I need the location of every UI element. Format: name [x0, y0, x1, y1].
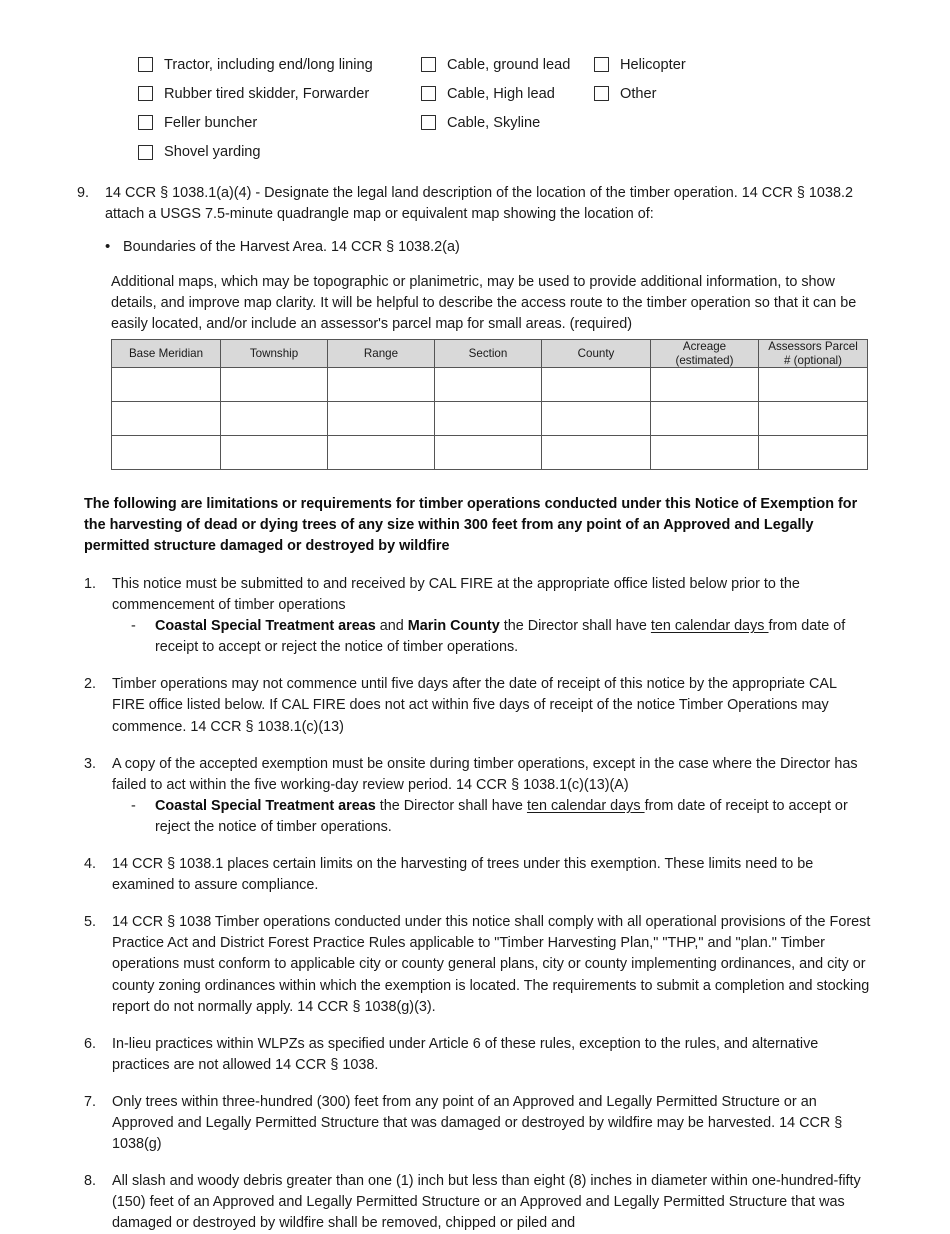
cell-base-meridian[interactable]	[112, 402, 221, 436]
limitation-3-sub-dash: -	[131, 797, 136, 814]
item-9-number: 9.	[77, 185, 90, 201]
checkbox-label-cable-skyline: Cable, Skyline	[447, 114, 541, 131]
limitation-2-text: Timber operations may not commence until five days after the date of receipt of this notice by the appropriate CAL FIRE office listed below. If CAL FIRE does not act within five days of receipt of the notice Timber Operations may commence. 14 CCR § 1038.1(c)(13)	[112, 676, 837, 735]
cell-township[interactable]	[221, 368, 328, 402]
limitation-1-sub-dash: -	[131, 618, 136, 635]
column-header-parcel-line2: # (optional)	[783, 353, 842, 367]
cell-assessors-parcel[interactable]	[759, 402, 868, 436]
cell-county[interactable]	[542, 436, 651, 470]
item-9-main-row	[77, 183, 872, 225]
checkbox-label-helicopter: Helicopter	[620, 56, 686, 73]
yarding-method-column-1	[138, 50, 408, 167]
checkbox-row-tractor[interactable]	[138, 50, 408, 79]
table-row	[112, 402, 868, 436]
limitation-4-text: 14 CCR § 1038.1 places certain limits on the harvesting of trees under this exemption. These limits need to be examined to assure compliance.	[112, 856, 814, 894]
checkbox-cable-high-lead[interactable]	[421, 86, 436, 101]
cell-township[interactable]	[221, 402, 328, 436]
cell-county[interactable]	[542, 368, 651, 402]
checkbox-label-cable-ground-lead: Cable, ground lead	[447, 56, 571, 73]
limitation-5-number: 5.	[84, 914, 97, 931]
checkbox-other[interactable]	[594, 86, 609, 101]
checkbox-label-cable-high-lead: Cable, High lead	[447, 85, 555, 102]
limitation-item-4	[84, 854, 872, 896]
limitation-item-2	[84, 674, 872, 737]
legal-land-description-table	[111, 339, 868, 470]
checkbox-tractor[interactable]	[138, 57, 153, 72]
checkbox-row-other[interactable]	[594, 79, 754, 108]
limitation-3-sub-tail: from date of receipt to accept or reject the notice of timber operations.	[155, 797, 848, 835]
cell-township[interactable]	[221, 436, 328, 470]
item-9-block	[77, 183, 872, 335]
limitation-1-subitem	[112, 616, 872, 658]
limitations-heading: The following are limitations or requirements for timber operations conducted under this Notice of Exemption for the harvesting of dead or dying trees of any size within 300 feet from any point of an Approved and Legally permitted structure damaged or destroyed by wildfire	[84, 496, 858, 555]
limitation-6-number: 6.	[84, 1035, 97, 1052]
cell-section[interactable]	[435, 436, 542, 470]
checkbox-helicopter[interactable]	[594, 57, 609, 72]
limitation-6-text: In-lieu practices within WLPZs as specified under Article 6 of these rules, exception to the rules, and alternative practices are not allowed 14 CCR § 1038.	[112, 1035, 819, 1073]
cell-assessors-parcel[interactable]	[759, 368, 868, 402]
column-header-assessors-parcel	[759, 340, 868, 368]
checkbox-row-cable-ground-lead[interactable]	[421, 50, 586, 79]
checkbox-row-shovel-yarding[interactable]	[138, 138, 408, 167]
limitation-3-subitem	[112, 796, 872, 838]
column-header-acreage	[651, 340, 759, 368]
checkbox-cable-ground-lead[interactable]	[421, 57, 436, 72]
item-9-bullet-row	[77, 237, 872, 258]
limitation-item-5	[84, 912, 872, 1017]
checkbox-row-cable-high-lead[interactable]	[421, 79, 586, 108]
limitation-3-number: 3.	[84, 755, 97, 772]
checkbox-label-tractor: Tractor, including end/long lining	[164, 56, 373, 73]
column-header-township: Township	[221, 340, 328, 368]
item-9-body-text: 14 CCR § 1038.1(a)(4) - Designate the legal land description of the location of the timber operation. 14 CCR § 1038.2 attach a USGS 7.5-minute quadrangle map or equivalent map showing the location of:	[105, 185, 853, 223]
limitation-item-1	[84, 574, 872, 658]
limitation-8-number: 8.	[84, 1173, 97, 1190]
table-header-row	[112, 340, 868, 368]
limitation-2-number: 2.	[84, 676, 97, 693]
table-row	[112, 368, 868, 402]
checkbox-cable-skyline[interactable]	[421, 115, 436, 130]
cell-range[interactable]	[328, 368, 435, 402]
limitation-1-sub-text	[155, 616, 872, 658]
limitation-3-body	[112, 754, 872, 838]
cell-range[interactable]	[328, 402, 435, 436]
cell-base-meridian[interactable]	[112, 436, 221, 470]
item-9-additional-maps-paragraph: Additional maps, which may be topographic or planimetric, may be used to provide additional information, to show details, and improve map clarity. It will be helpful to describe the access route to the timber operation so that it can be easily located, and/or include an assessor's parcel map for small areas. (required)	[111, 273, 857, 332]
bullet-dot-icon: •	[105, 238, 111, 256]
limitation-1-body	[112, 574, 872, 658]
limitation-3-text: A copy of the accepted exemption must be onsite during timber operations, except in the case where the Director has failed to act within the five working-day review period. 14 CCR § 1038.1(c)(13)(A)	[112, 755, 858, 793]
yarding-method-column-3	[594, 50, 754, 108]
limitation-item-7	[84, 1092, 872, 1155]
cell-section[interactable]	[435, 368, 542, 402]
checkbox-rubber-tired-skidder[interactable]	[138, 86, 153, 101]
limitation-3-sub-mid-1: the Director shall have	[375, 797, 527, 814]
cell-acreage[interactable]	[651, 436, 759, 470]
column-header-county: County	[542, 340, 651, 368]
yarding-method-column-2	[421, 50, 586, 138]
limitation-7-number: 7.	[84, 1093, 97, 1110]
limitations-list	[84, 574, 872, 1234]
checkbox-row-cable-skyline[interactable]	[421, 108, 586, 137]
checkbox-shovel-yarding[interactable]	[138, 145, 153, 160]
cell-county[interactable]	[542, 402, 651, 436]
limitation-item-3	[84, 754, 872, 838]
checkbox-row-feller-buncher[interactable]	[138, 108, 408, 137]
limitation-3-sub-text	[155, 796, 872, 838]
column-header-acreage-line2: (estimated)	[675, 353, 734, 367]
item-9-bullet-text: Boundaries of the Harvest Area. 14 CCR § 1038.2(a)	[123, 239, 460, 256]
column-header-base-meridian: Base Meridian	[112, 340, 221, 368]
limitation-1-sub-tail: from date of receipt to accept or reject the notice of timber operations.	[155, 618, 846, 656]
checkbox-feller-buncher[interactable]	[138, 115, 153, 130]
checkbox-label-feller-buncher: Feller buncher	[164, 114, 258, 131]
checkbox-row-rubber-tired-skidder[interactable]	[138, 79, 408, 108]
table-row	[112, 436, 868, 470]
cell-assessors-parcel[interactable]	[759, 436, 868, 470]
limitation-1-sub-mid-2: the Director shall have	[499, 618, 651, 635]
limitation-1-text: This notice must be submitted to and received by CAL FIRE at the appropriate office listed below prior to the commencement of timber operations	[112, 576, 800, 614]
column-header-range: Range	[328, 340, 435, 368]
checkbox-label-rubber-tired-skidder: Rubber tired skidder, Forwarder	[164, 85, 370, 102]
limitation-5-text: 14 CCR § 1038 Timber operations conducted under this notice shall comply with all operational provisions of the Forest Practice Act and District Forest Practice Rules applicable to "Timber Harvesting Plan," "THP," and "plan." Timber operations must conform to applicable city or county general plans, city or county implementing ordinances, and city or county zoning ordinances within which the exemption is located. The requirements to submit a completion and stocking report do not normally apply. 14 CCR § 1038(g)(3).	[112, 914, 871, 1015]
cell-section[interactable]	[435, 402, 542, 436]
cell-range[interactable]	[328, 436, 435, 470]
limitation-3-sub-bold-1: Coastal Special Treatment areas	[155, 797, 376, 814]
limitation-1-number: 1.	[84, 576, 97, 592]
limitation-2-body	[112, 674, 872, 737]
limitation-3-sub-underline: ten calendar days	[526, 797, 645, 814]
cell-acreage[interactable]	[651, 368, 759, 402]
limitation-4-number: 4.	[84, 856, 97, 873]
column-header-acreage-line1: Acreage	[682, 340, 727, 353]
column-header-parcel-line1: Assessors Parcel	[768, 340, 858, 353]
checkbox-row-helicopter[interactable]	[594, 50, 754, 79]
checkbox-label-other: Other	[620, 85, 657, 102]
limitation-7-text: Only trees within three-hundred (300) feet from any point of an Approved and Legally Permitted Structure or an Approved and Legally Permitted Structure that was damaged or destroyed by wildfire may be harvested. 14 CCR § 1038(g)	[112, 1093, 843, 1153]
limitation-1-sub-mid-1: and	[375, 618, 408, 635]
limitation-8-text: All slash and woody debris greater than one (1) inch but less than eight (8) inches in diameter within one-hundred-fifty (150) feet of an Approved and Legally Permitted Structure or an Approved and Legally Permitted Structure that was damaged or destroyed by wildfire shall be removed, chipped or piled and	[112, 1173, 861, 1232]
limitation-1-sub-bold-1: Coastal Special Treatment areas	[155, 618, 376, 635]
checkbox-label-shovel-yarding: Shovel yarding	[164, 144, 261, 161]
limitation-item-8	[84, 1171, 872, 1234]
limitation-item-6	[84, 1034, 872, 1076]
column-header-section: Section	[435, 340, 542, 368]
limitation-1-sub-underline: ten calendar days	[650, 618, 769, 635]
limitation-1-sub-bold-2: Marin County	[407, 618, 500, 635]
cell-acreage[interactable]	[651, 402, 759, 436]
cell-base-meridian[interactable]	[112, 368, 221, 402]
